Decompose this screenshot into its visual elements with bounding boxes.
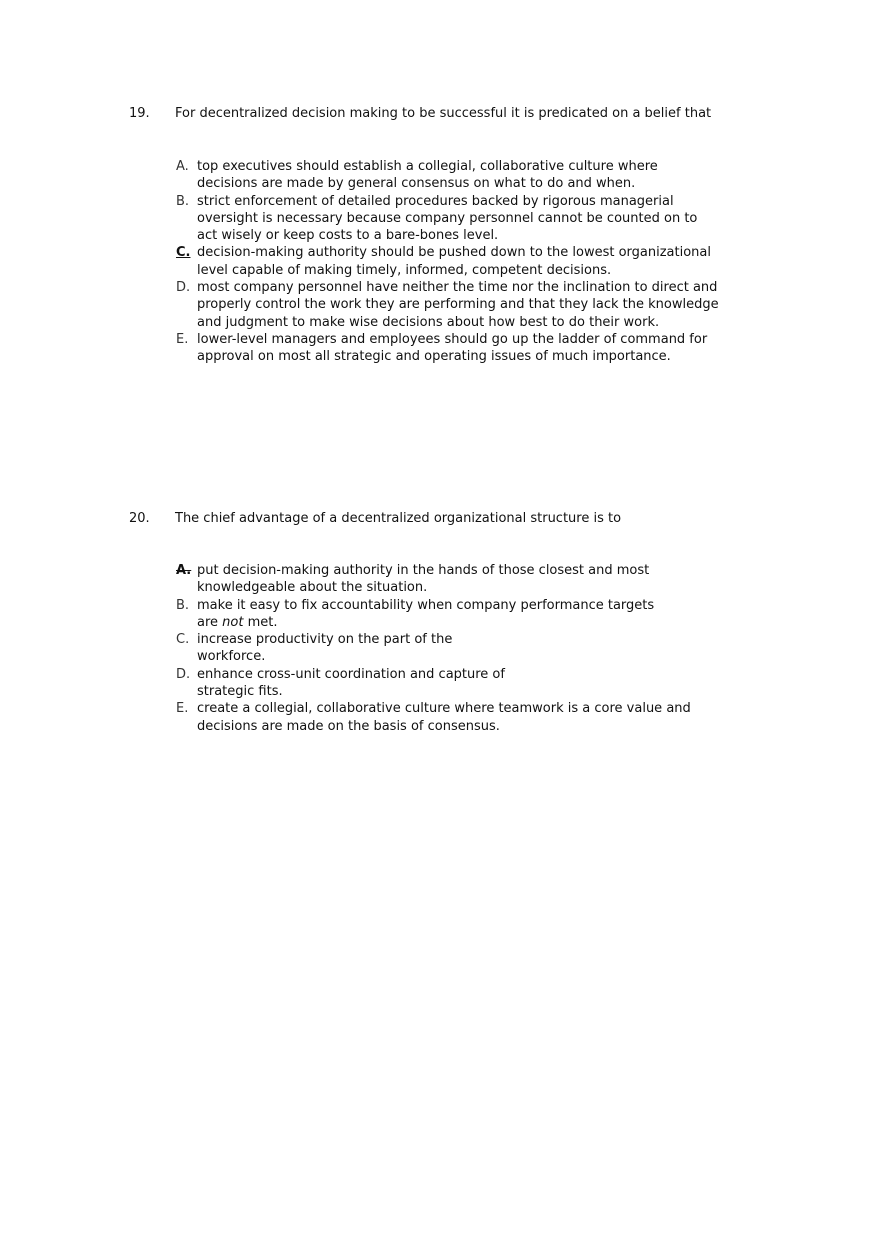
- text-segment: workforce.: [197, 649, 266, 665]
- option-text-line: [197, 158, 719, 175]
- options-list: [176, 158, 719, 366]
- question-number: 19.: [129, 106, 150, 121]
- option-text-line: [197, 631, 691, 648]
- option-text-line: [197, 279, 719, 296]
- option-c[interactable]: [176, 631, 691, 666]
- option-letter: E.: [176, 701, 189, 717]
- text-segment: act wisely or keep costs to a bare-bones level.: [197, 228, 499, 244]
- option-letter: E.: [176, 331, 189, 347]
- text-segment: and judgment to make wise decisions about how best to do their work.: [197, 314, 660, 330]
- text-segment: lower-level managers and employees should go up the ladder of command for: [197, 331, 708, 347]
- option-letter: A.: [176, 563, 192, 578]
- text-segment: strategic fits.: [197, 684, 283, 700]
- option-text-line: [197, 331, 719, 348]
- option-text-line: [197, 648, 691, 665]
- text-segment: strict enforcement of detailed procedures backed by rigorous managerial: [197, 193, 674, 209]
- option-e[interactable]: [176, 331, 719, 366]
- option-letter: B.: [176, 597, 190, 613]
- question-stem: For decentralized decision making to be successful it is predicated on a belief that: [175, 106, 712, 121]
- option-text-line: [197, 579, 691, 596]
- option-letter: B.: [176, 193, 190, 209]
- question-stem: The chief advantage of a decentralized organizational structure is to: [175, 511, 622, 526]
- option-text-line: [197, 666, 691, 683]
- option-text-line: [197, 193, 719, 210]
- option-text-line: [197, 262, 719, 279]
- option-text-line: [197, 244, 719, 261]
- option-b[interactable]: [176, 193, 719, 245]
- option-text-line: [197, 296, 719, 313]
- option-d[interactable]: [176, 666, 691, 701]
- option-text-line: [197, 562, 691, 579]
- option-text-line: [197, 700, 691, 717]
- text-segment: make it easy to fix accountability when company performance targets: [197, 597, 655, 613]
- emphasis-text: not: [222, 614, 244, 630]
- text-segment: increase productivity on the part of the: [197, 632, 453, 648]
- text-segment: create a collegial, collaborative culture where teamwork is a core value and: [197, 701, 691, 717]
- text-segment: decision-making authority should be pushed down to the lowest organizational: [197, 245, 711, 261]
- option-a[interactable]: [176, 562, 691, 597]
- question-number: 20.: [129, 511, 150, 526]
- option-letter: C.: [176, 245, 191, 261]
- option-letter: D.: [176, 666, 191, 682]
- option-e[interactable]: [176, 700, 691, 735]
- option-d[interactable]: [176, 279, 719, 331]
- option-text-line: [197, 314, 719, 331]
- text-segment: top executives should establish a collegial, collaborative culture where: [197, 159, 658, 174]
- option-b[interactable]: [176, 597, 691, 632]
- option-text-line: [197, 227, 719, 244]
- text-segment: enhance cross-unit coordination and capture of: [197, 666, 505, 682]
- option-text-line: [197, 348, 719, 365]
- option-letter: C.: [176, 632, 190, 648]
- text-segment: decisions are made by general consensus on what to do and when.: [197, 176, 636, 192]
- option-text-line: [197, 614, 691, 631]
- option-text-line: [197, 718, 691, 735]
- text-segment: put decision-making authority in the hands of those closest and most: [197, 563, 650, 578]
- text-segment: properly control the work they are performing and that they lack the knowledge: [197, 297, 719, 313]
- option-letter: A.: [176, 159, 189, 174]
- text-segment: level capable of making timely, informed, competent decisions.: [197, 262, 612, 278]
- option-c[interactable]: [176, 244, 719, 279]
- text-segment: oversight is necessary because company personnel cannot be counted on to: [197, 210, 698, 226]
- option-letter: D.: [176, 280, 191, 296]
- text-segment: met.: [243, 614, 278, 630]
- option-text-line: [197, 175, 719, 192]
- text-segment: knowledgeable about the situation.: [197, 580, 428, 596]
- option-text-line: [197, 597, 691, 614]
- text-segment: decisions are made on the basis of consensus.: [197, 718, 500, 734]
- option-text-line: [197, 683, 691, 700]
- text-segment: are: [197, 614, 223, 630]
- option-text-line: [197, 210, 719, 227]
- option-a[interactable]: [176, 158, 719, 193]
- options-list: [176, 562, 691, 735]
- text-segment: approval on most all strategic and operating issues of much importance.: [197, 349, 671, 365]
- text-segment: most company personnel have neither the time nor the inclination to direct and: [197, 280, 718, 296]
